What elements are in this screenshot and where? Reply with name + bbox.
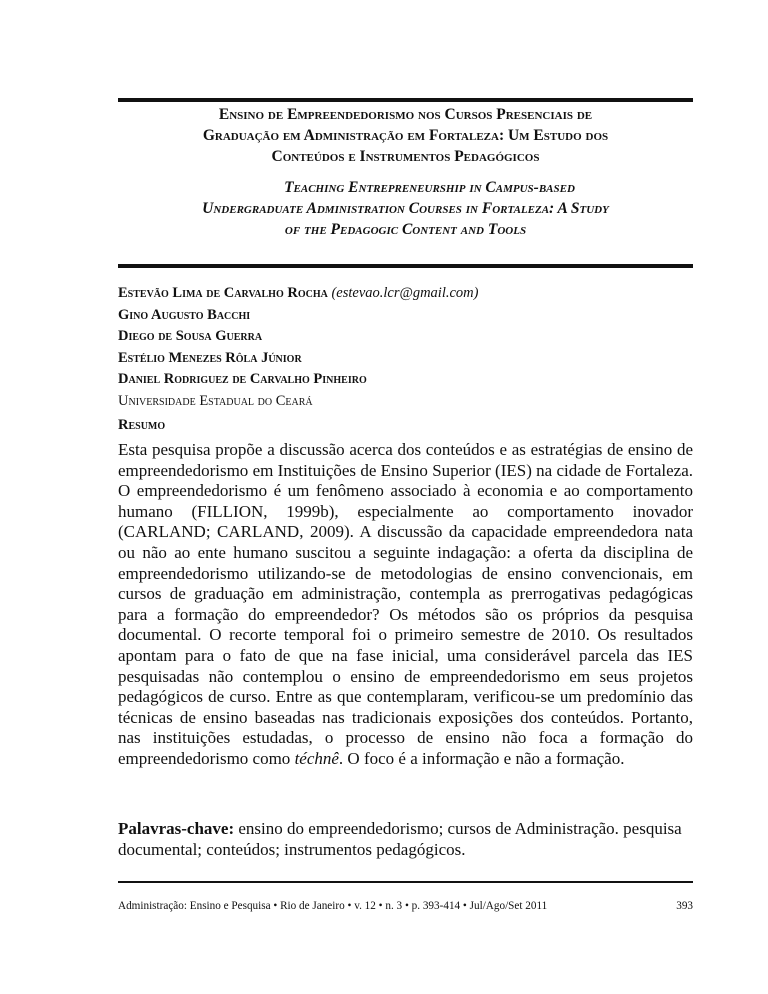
abstract-heading: Resumo: [118, 417, 166, 433]
author-name: Estélio Menezes Rôla Júnior: [118, 349, 302, 366]
title-portuguese: [118, 104, 693, 167]
page-number: 393: [676, 900, 693, 912]
footer-citation: Administração: Ensino e Pesquisa • Rio de Janeiro • v. 12 • n. 3 • p. 393-414 • Jul/Ago/Set 2011: [118, 900, 548, 912]
author-name: Diego de Sousa Guerra: [118, 328, 263, 344]
author-name: Gino Augusto Bacchi: [118, 306, 251, 323]
keywords: [118, 818, 693, 860]
keywords-label: Palavras-chave:: [118, 819, 235, 838]
footer-rule: [118, 881, 693, 883]
page-footer: [118, 900, 693, 912]
author-email[interactable]: (estevao.lcr@gmail.com): [331, 285, 479, 301]
author-name: Daniel Rodriguez de Carvalho Pinheiro: [118, 371, 367, 387]
title-en-line: of the Pedagogic Content and Tools: [284, 221, 527, 238]
abstract-emphasis: téchnê: [294, 748, 339, 768]
title-pt-line: Conteúdos e Instrumentos Pedagógicos: [271, 148, 540, 165]
title-english: [118, 177, 693, 240]
institution: Universidade Estadual do Ceará: [118, 392, 313, 409]
top-rule: [118, 98, 693, 102]
author-line: [118, 283, 693, 305]
title-en-line: Teaching Entrepreneurship in Campus-based: [284, 179, 575, 196]
keywords-text: ensino do empreendedorismo; cursos de Administração. pesquisa documental; conteúdos; instrumentos pedagógicos.: [118, 819, 682, 859]
abstract-text: Esta pesquisa propõe a discussão acerca dos conteúdos e as estratégias de ensino de empreendedorismo em Instituições de Ensino Superior (IES) na cidade de Fortaleza. O empreendedorismo é um fenômeno associado à economia e ao comportamento humano (FILLION, 1999b), especialmente ao comportamento inovador (CARLAND; CARLAND, 2009). A discussão da capacidade empreendedora nata ou não ao ente humano suscitou a seguinte indagação: a oferta da disciplina de empreendedorismo utilizando-se de metodologias de ensino convencionais, em cursos de graduação em administração, contempla as prerrogativas pedagógicas para a formação do empreendedor? Os métodos são os próprios da pesquisa documental. O recorte temporal foi o primeiro semestre de 2010. Os resultados apontam para o fato de que na fase inicial, uma considerável parcela das IES pesquisadas não contemplou o ensino de empreendedorismo em seus projetos pedagógicos de curso. Entre as que contemplaram, verificou-se um predomínio das técnicas de ensino baseadas nas tradicionais exposições dos conteúdos. Portanto, nas instituições estudadas, o processo de ensino não foca a formação do empreendedorismo como: [118, 440, 693, 768]
title-en-line: Undergraduate Administration Courses in Fortaleza: A Study: [202, 200, 609, 217]
title-pt-line: Graduação em Administração em Fortaleza: Um Estudo dos: [202, 127, 609, 144]
title-bottom-rule: [118, 264, 693, 268]
author-list: [118, 283, 693, 412]
author-name: Estevão Lima de Carvalho Rocha: [118, 285, 328, 301]
abstract-text-end: . O foco é a informação e não a formação.: [338, 748, 625, 768]
abstract-body: [118, 440, 693, 770]
title-pt-line: Ensino de Empreendedorismo nos Cursos Presenciais de: [218, 106, 593, 123]
